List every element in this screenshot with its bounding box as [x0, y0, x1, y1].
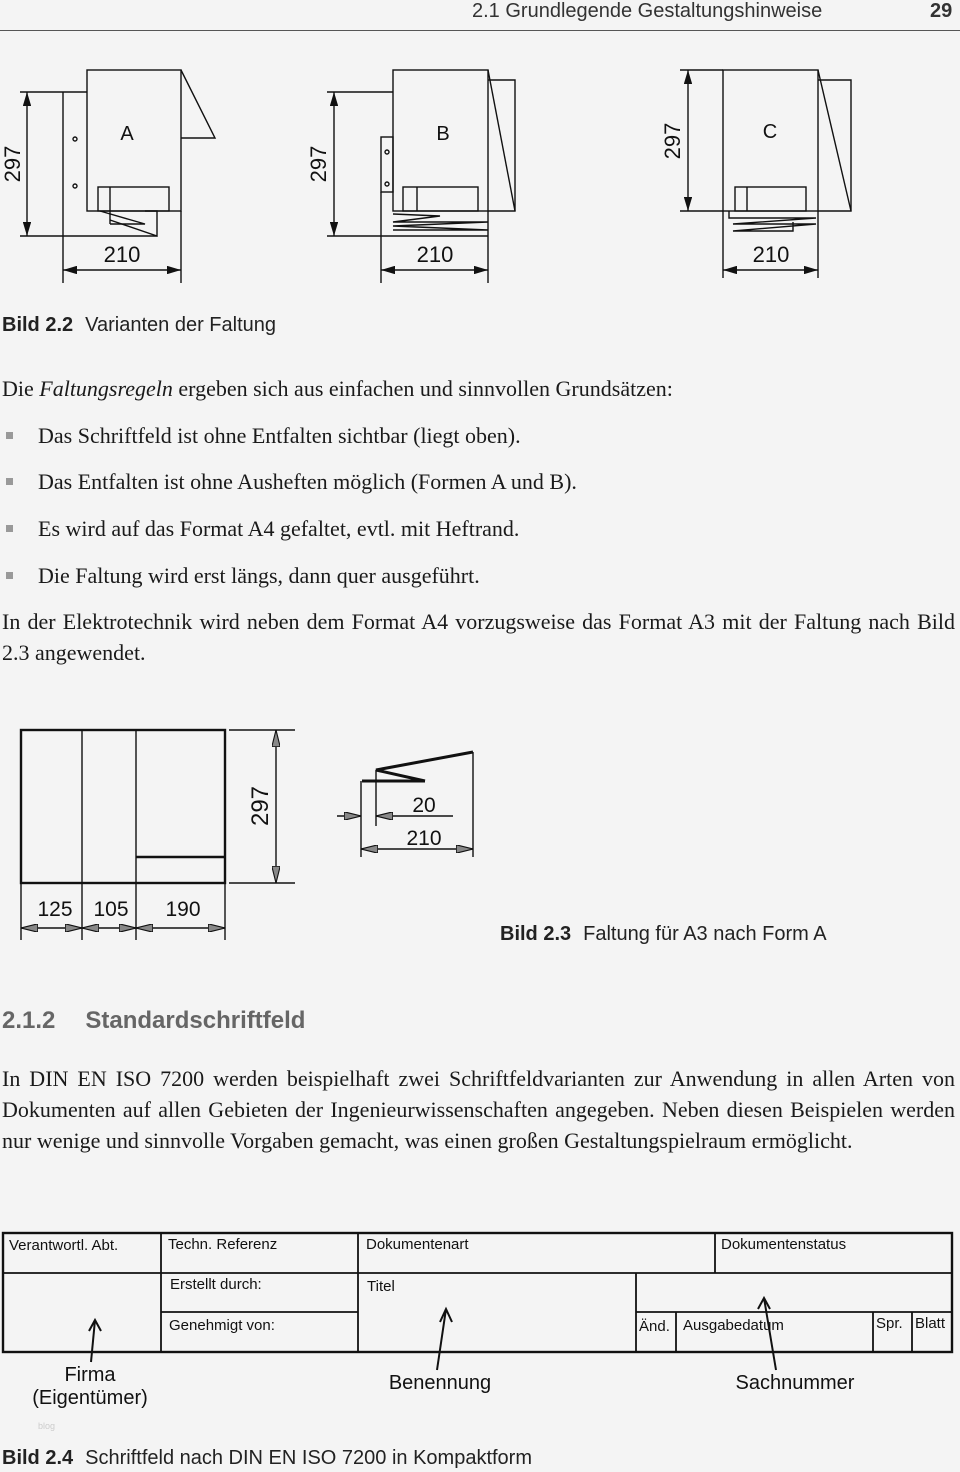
variant-c-width: 210 — [752, 242, 790, 267]
fold-width: 210 — [406, 827, 442, 850]
figure-2-4-caption: Bild 2.4 Schriftfeld nach DIN EN ISO 7200 in Kompaktform — [2, 1447, 532, 1469]
variant-b-height: 297 — [306, 145, 331, 183]
section-heading: 2.1.2 Standardschriftfeld — [2, 1007, 306, 1034]
cell-titel: Titel — [367, 1278, 395, 1295]
variant-b-width: 210 — [416, 242, 454, 267]
paragraph-a3: In der Elektrotechnik wird neben dem Format A4 vorzugsweise das Format A3 mit der Faltung nach Bild 2.3 angewendet. — [2, 609, 955, 665]
cell-genehmigt: Genehmigt von: — [169, 1317, 275, 1334]
figure-folding-variants — [0, 0, 960, 300]
variant-a-width: 210 — [103, 242, 141, 267]
running-header: 2.1 Grundlegende Gestaltungshinweise — [472, 0, 823, 22]
variant-a-label: A — [120, 123, 134, 145]
variant-c-label: C — [762, 121, 778, 143]
label-sachnummer: Sachnummer — [735, 1372, 855, 1394]
margin-dimension: 20 — [412, 794, 436, 817]
label-firma: Firma (Eigentümer) — [32, 1364, 148, 1409]
cell-verantwortl: Verantwortl. Abt. — [9, 1237, 119, 1254]
paragraph-standard: In DIN EN ISO 7200 werden beispielhaft zwei Schriftfeldvarianten zur Anwendung in allen Arten von Dokumenten auf allen Gebieten der Ingenieurwissenschaften angegeben. Neben diesen Beispielen werden nur wenige und sinnvolle Vorgaben gemacht, was einen großen Gestaltungspielraum ermöglicht. — [2, 1066, 955, 1153]
cell-ausgabedatum: Ausgabedatum — [683, 1317, 784, 1334]
variant-a-height: 297 — [0, 145, 25, 183]
watermark: blog — [38, 1421, 56, 1431]
cell-erstellt: Erstellt durch: — [170, 1276, 262, 1293]
figure-a3-folding — [0, 700, 500, 960]
intro-sentence: Die Faltungsregeln ergeben sich aus einfachen und sinnvollen Grundsätzen: — [2, 376, 673, 401]
label-benennung: Benennung — [388, 1372, 492, 1394]
segment-2: 105 — [93, 898, 129, 921]
cell-dokumentenart: Dokumentenart — [366, 1236, 469, 1253]
variant-c-height: 297 — [660, 122, 685, 160]
variant-b-label: B — [436, 123, 450, 145]
segment-3: 190 — [165, 898, 201, 921]
cell-techn-referenz: Techn. Referenz — [168, 1236, 278, 1253]
page-number: 29 — [930, 0, 953, 22]
figure-2-3-caption: Bild 2.3 Faltung für A3 nach Form A — [500, 923, 827, 945]
cell-spr: Spr. — [876, 1315, 903, 1332]
cell-aend: Änd. — [639, 1318, 670, 1335]
figure-2-2-caption: Bild 2.2 Varianten der Faltung — [2, 314, 276, 336]
segment-1: 125 — [37, 898, 73, 921]
cell-dokumentenstatus: Dokumentenstatus — [721, 1236, 847, 1253]
cell-blatt: Blatt — [915, 1315, 946, 1332]
a3-height: 297 — [247, 785, 274, 827]
